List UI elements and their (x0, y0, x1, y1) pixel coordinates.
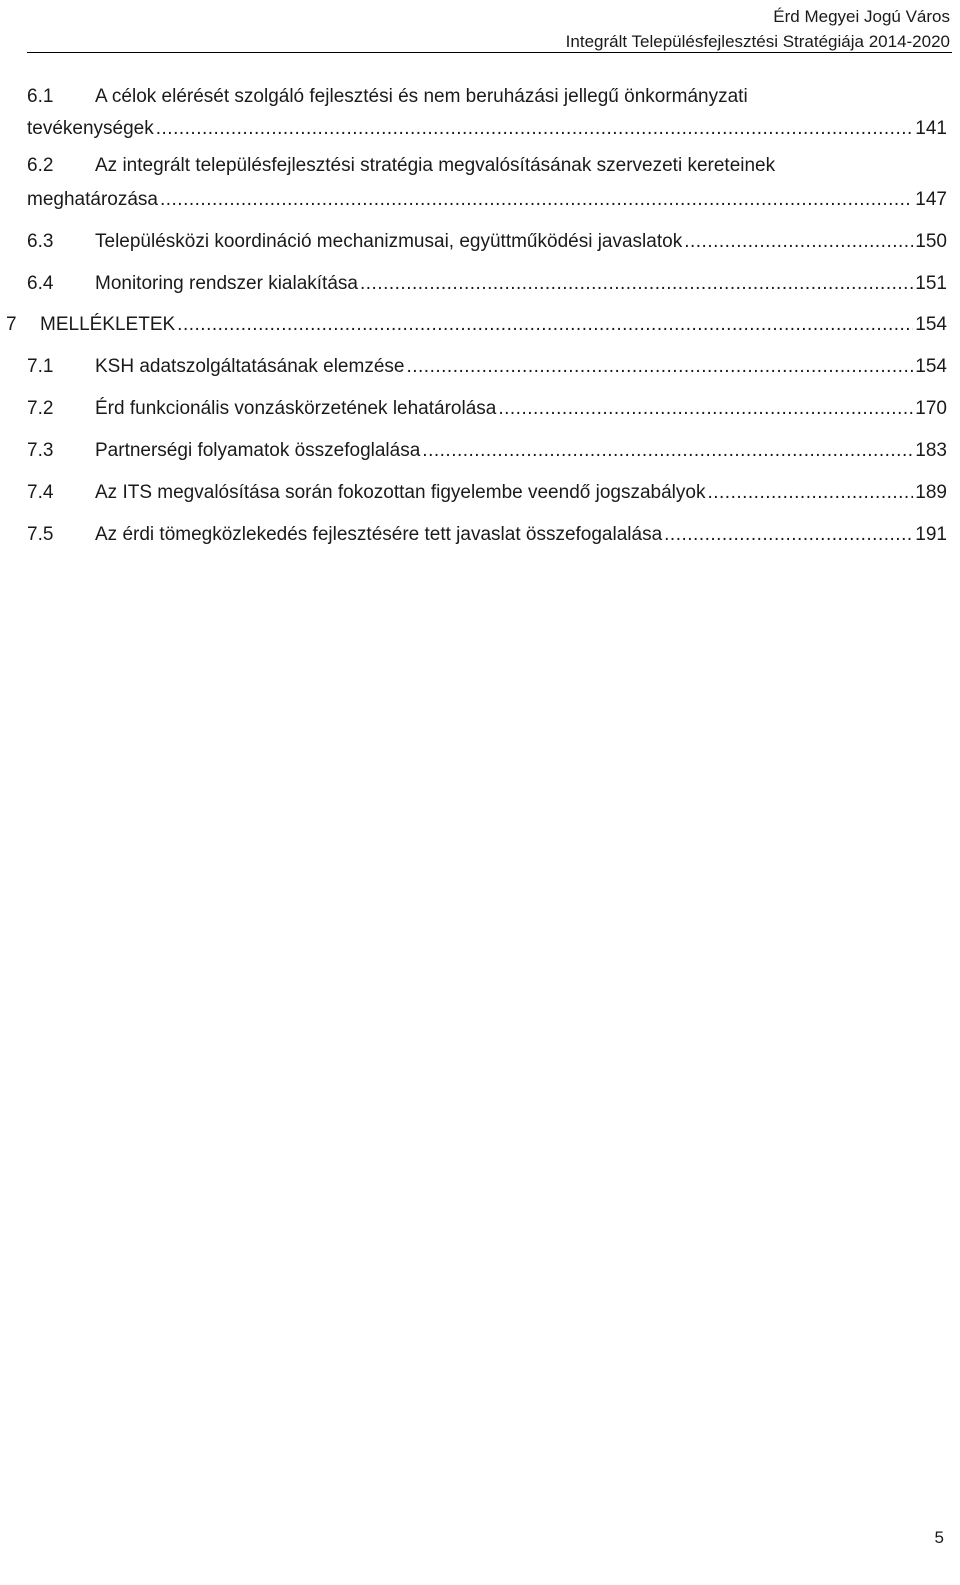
toc-title: MELLÉKLETEK (40, 314, 176, 335)
toc-title-continued: meghatározása (27, 189, 158, 210)
toc-title: Monitoring rendszer kialakítása (95, 273, 358, 294)
toc-page-number: 154 (915, 314, 947, 335)
toc-page-number: 189 (915, 482, 947, 503)
toc-number: 7.4 (27, 482, 54, 503)
toc-number: 7.1 (27, 356, 54, 377)
toc-title: Érd funkcionális vonzáskörzetének lehatárolása (95, 398, 497, 419)
toc-title: Településközi koordináció mechanizmusai, együttműködési javaslatok (95, 231, 683, 252)
toc-number: 7.5 (27, 524, 54, 545)
toc-number: 6.3 (27, 231, 54, 252)
dot-leader (498, 395, 913, 423)
toc-page-number: 151 (915, 273, 947, 294)
toc-title: KSH adatszolgáltatásának elemzése (95, 356, 405, 377)
toc-title: Az integrált településfejlesztési stratégia megvalósításának szervezeti kereteinek (95, 155, 776, 176)
toc-page-number: 170 (915, 398, 947, 419)
toc-title: Partnerségi folyamatok összefoglalása (95, 440, 421, 461)
dot-leader (684, 228, 913, 256)
toc-title: Az ITS megvalósítása során fokozottan figyelembe veendő jogszabályok (95, 482, 706, 503)
toc-page-number: 147 (915, 189, 947, 210)
toc-number: 7 (6, 314, 17, 335)
toc-title-continued: tevékenységek (27, 118, 154, 139)
page-header (566, 4, 950, 54)
page-number: 5 (934, 1528, 944, 1547)
dot-leader (406, 353, 913, 381)
header-subtitle: Integrált Településfejlesztési Stratégiája 2014-2020 (565, 32, 950, 51)
toc-number: 7.2 (27, 398, 54, 419)
toc-page-number: 150 (915, 231, 947, 252)
toc-title: A célok elérését szolgáló fejlesztési és nem beruházási jellegű önkormányzati (95, 86, 748, 107)
toc-page-number: 154 (915, 356, 947, 377)
toc-title: Az érdi tömegközlekedés fejlesztésére tett javaslat összefogalalása (95, 524, 663, 545)
toc-number: 6.4 (27, 273, 54, 294)
toc-number: 6.2 (27, 155, 54, 176)
header-divider (27, 52, 952, 53)
dot-leader (422, 437, 913, 465)
dot-leader (177, 311, 913, 339)
toc-page-number: 191 (915, 524, 947, 545)
toc-page-number: 183 (915, 440, 947, 461)
dot-leader (156, 115, 914, 143)
toc-page-number: 141 (915, 118, 947, 139)
toc-number: 7.3 (27, 440, 54, 461)
toc-number: 6.1 (27, 86, 54, 107)
dot-leader (664, 521, 913, 549)
header-title: Érd Megyei Jogú Város (773, 7, 950, 26)
dot-leader (160, 186, 913, 214)
dot-leader (360, 270, 913, 298)
dot-leader (707, 479, 913, 507)
